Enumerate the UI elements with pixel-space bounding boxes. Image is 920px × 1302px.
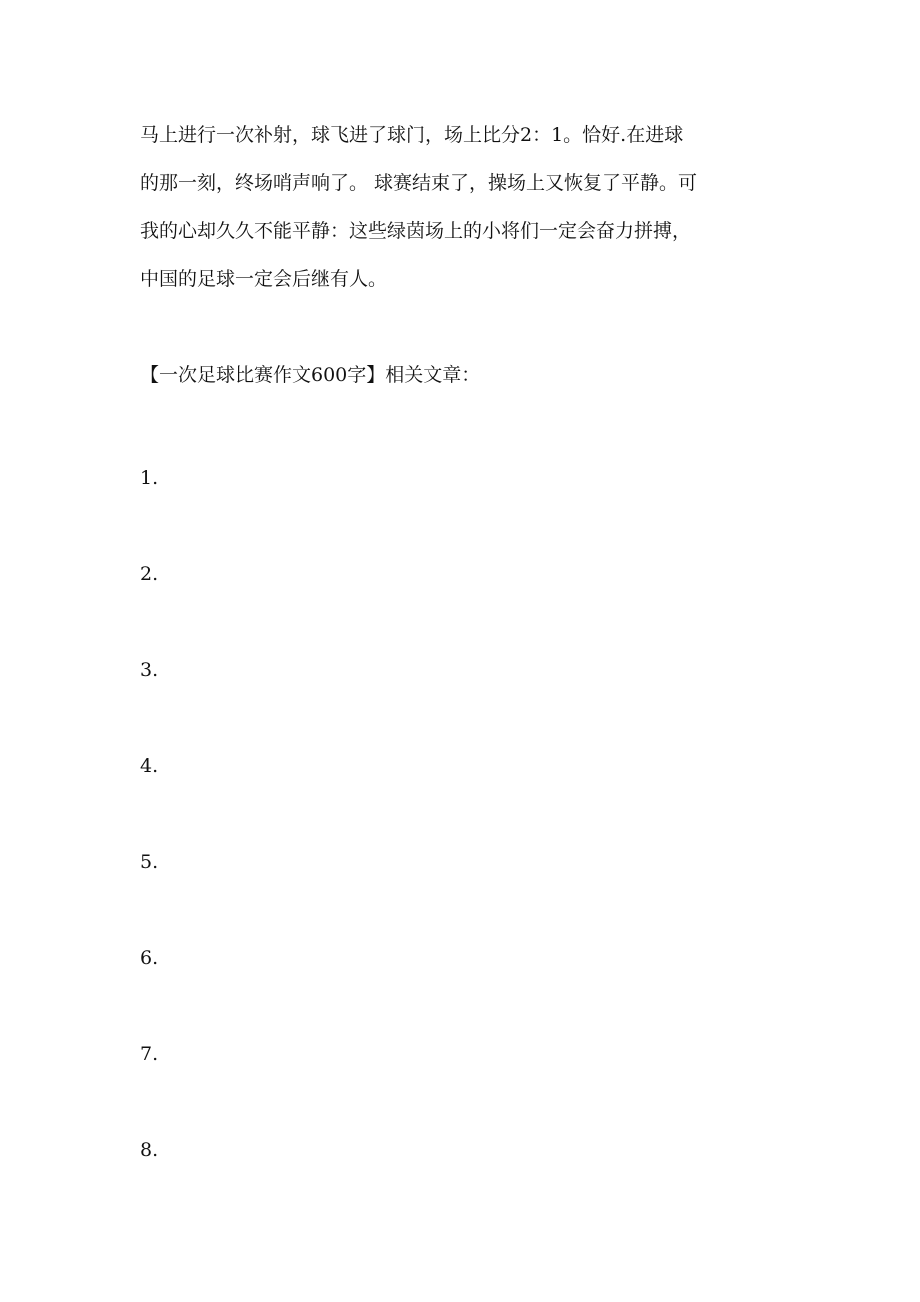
list-item[interactable]: 7.: [140, 1043, 159, 1065]
paragraph-line: 中国的足球一定会后继有人。: [140, 268, 388, 290]
list-item[interactable]: 2.: [140, 563, 159, 585]
paragraph-line: 我的心却久久不能平静：这些绿茵场上的小将们一定会奋力拼搏，: [140, 220, 692, 242]
list-item[interactable]: 3.: [140, 659, 159, 681]
list-item[interactable]: 1.: [140, 467, 159, 489]
paragraph-line: 马上进行一次补射，球飞进了球门，场上比分2：1。恰好.在进球: [140, 124, 684, 146]
list-item[interactable]: 6.: [140, 947, 159, 969]
related-heading: 【一次足球比赛作文600字】相关文章：: [140, 364, 481, 386]
paragraph-line: 的那一刻，终场哨声响了。 球赛结束了，操场上又恢复了平静。可: [140, 172, 698, 194]
list-item[interactable]: 8.: [140, 1139, 159, 1161]
list-item[interactable]: 4.: [140, 755, 159, 777]
list-item[interactable]: 5.: [140, 851, 159, 873]
